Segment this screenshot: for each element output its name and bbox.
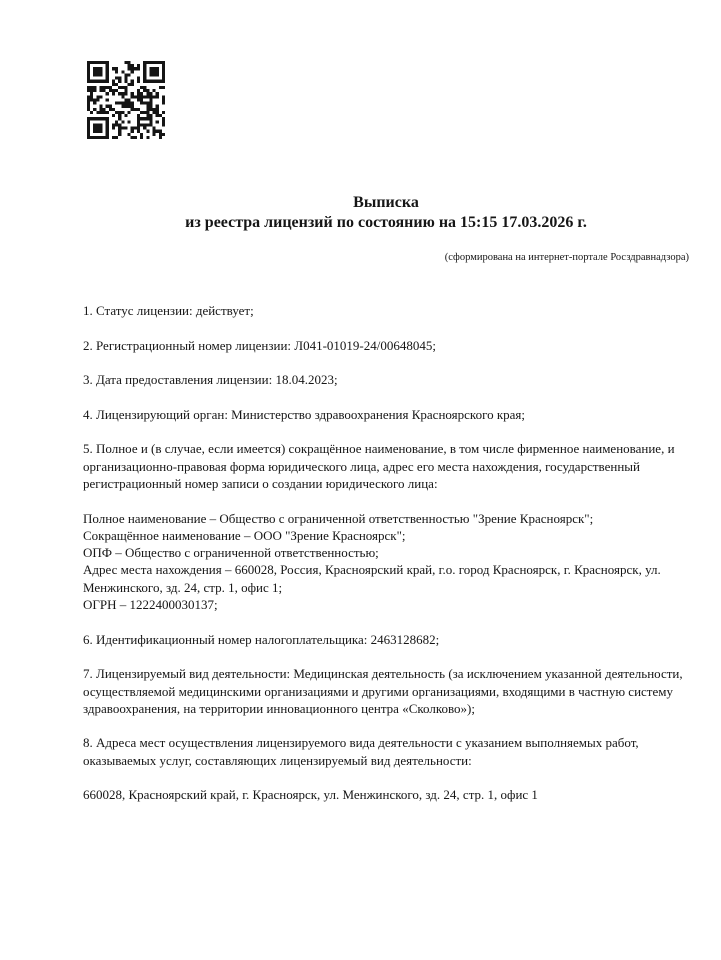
org-short-name: Сокращённое наименование – ООО "Зрение Красноярск";	[83, 527, 406, 543]
document-title-line2: из реестра лицензий по состоянию на 15:15 17.03.2026 г.	[185, 214, 587, 231]
license-grant-date: 3. Дата предоставления лицензии: 18.04.2023;	[83, 372, 338, 388]
activity-addresses-heading: 8. Адреса мест осуществления лицензируемого вида деятельности с указанием выполняемых работ, оказываемых услуг, составляющих лицензируемый вид деятельности:	[83, 735, 639, 768]
org-ogrn: ОГРН – 1222400030137;	[83, 597, 218, 613]
activity-address: 660028, Красноярский край, г. Красноярск, ул. Менжинского, зд. 24, стр. 1, офис 1	[83, 787, 538, 803]
licensing-authority: 4. Лицензирующий орган: Министерство здравоохранения Красноярского края;	[83, 406, 525, 422]
org-address: Адрес места нахождения – 660028, Россия, Красноярский край, г.о. город Красноярск, г. Красноярск, ул. Менжинского, зд. 24, стр. 1, офис 1;	[83, 562, 661, 595]
licensed-activity: 7. Лицензируемый вид деятельности: Медицинская деятельность (за исключением указанной деятельности, осуществляемой медицинскими организациями и другими организациями, входящими в частную систему здравоохранения, на территории инновационного центра «Сколково»);	[83, 666, 683, 716]
org-details	[83, 510, 689, 614]
document-body	[83, 302, 689, 804]
document-title-line1: Выписка	[353, 194, 419, 211]
document-subtitle: (сформирована на интернет-портале Росздравнадзора)	[444, 252, 689, 263]
org-info-heading: 5. Полное и (в случае, если имеется) сокращённое наименование, в том числе фирменное наименование, и организационно-правовая форма юридического лица, адрес его места нахождения, государственный регистрационный номер записи о создании юридического лица:	[83, 441, 675, 491]
license-reg-number: 2. Регистрационный номер лицензии: Л041-01019-24/00648045;	[83, 337, 436, 353]
qr-code-icon	[87, 61, 165, 139]
license-status: 1. Статус лицензии: действует;	[83, 303, 254, 318]
taxpayer-inn: 6. Идентификационный номер налогоплательщика: 2463128682;	[83, 631, 440, 647]
org-legal-form: ОПФ – Общество с ограниченной ответственностью;	[83, 545, 379, 561]
org-full-name: Полное наименование – Общество с ограниченной ответственностью "Зрение Красноярск";	[83, 510, 594, 526]
document-title	[83, 193, 689, 233]
